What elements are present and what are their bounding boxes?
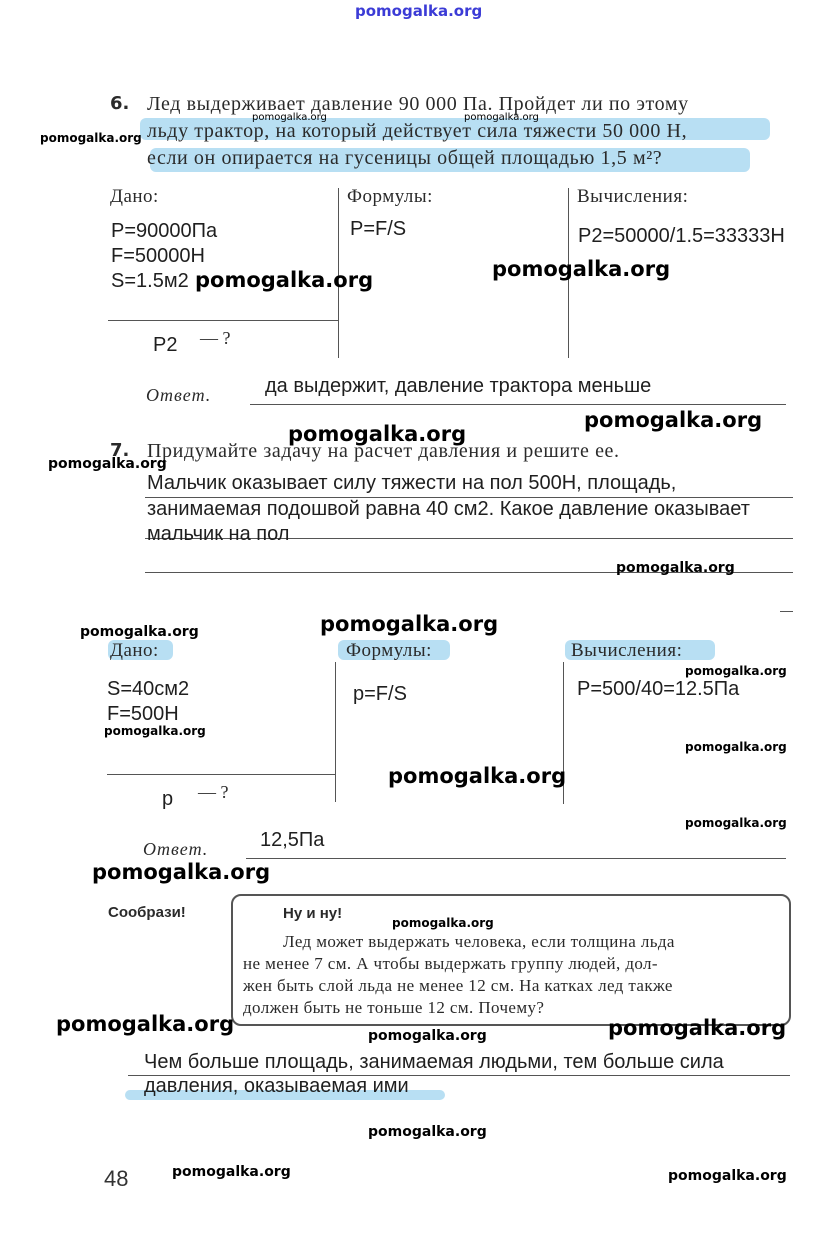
think-answer-line1: Чем больше площадь, занимаемая людьми, тем больше сила: [144, 1051, 724, 1073]
task6-text-line2: льду трактор, на который действует сила тяжести 50 000 Н,: [147, 120, 688, 142]
fact-box-line4: должен быть не тоньше 12 см. Почему?: [243, 998, 545, 1017]
task6-number: 6.: [110, 93, 130, 114]
fact-box-line3: жен быть слой льда не менее 12 см. На катках лед также: [243, 976, 673, 995]
page-number: 48: [104, 1166, 129, 1191]
task6-calculation: P2=50000/1.5=33333Н: [578, 225, 785, 247]
task6-given-s: S=1.5м2: [111, 270, 189, 292]
think-answer-line2: давления, оказываемая ими: [144, 1075, 409, 1097]
task7-prompt: Придумайте задачу на расчет давления и решите ее.: [147, 440, 620, 462]
task7-problem-line3: мальчик на пол: [147, 523, 290, 545]
task7-problem-line1: Мальчик оказывает силу тяжести на пол 500Н, площадь,: [147, 472, 677, 494]
watermark: pomogalka.org: [388, 764, 567, 788]
watermark: pomogalka.org: [464, 112, 539, 123]
task6-formula: P=F/S: [350, 218, 407, 240]
task7-unknown: p: [162, 788, 174, 810]
task7-formula: p=F/S: [353, 683, 407, 705]
watermark: pomogalka.org: [368, 1124, 487, 1140]
watermark: pomogalka.org: [608, 1016, 787, 1040]
watermark: pomogalka.org: [320, 612, 499, 636]
fact-box-line2: не менее 7 см. А чтобы выдержать группу людей, дол-: [243, 954, 658, 973]
watermark: pomogalka.org: [56, 1012, 235, 1036]
table-divider: [335, 662, 336, 802]
answer-line: [250, 404, 786, 405]
task7-answer-label: Ответ.: [143, 839, 209, 859]
given-divider: [108, 320, 338, 321]
watermark: pomogalka.org: [492, 257, 671, 281]
given-divider: [107, 774, 335, 775]
task7-formulas-header: Формулы:: [346, 640, 432, 661]
task7-calculation: P=500/40=12.5Па: [577, 678, 740, 700]
watermark: pomogalka.org: [685, 816, 787, 830]
watermark: pomogalka.org: [392, 916, 494, 930]
task7-calc-header: Вычисления:: [571, 640, 683, 661]
watermark: pomogalka.org: [48, 456, 167, 472]
task7-number: 7.: [110, 440, 130, 461]
writing-line-tail: [780, 611, 793, 612]
task6-text-line3: если он опирается на гусеницы общей площадью 1,5 м²?: [147, 147, 663, 169]
task7-given-s: S=40см2: [107, 678, 190, 700]
watermark: pomogalka.org: [668, 1168, 787, 1184]
fact-box-title: Ну и ну!: [283, 905, 343, 922]
task6-given-f: F=50000Н: [111, 245, 205, 267]
watermark: pomogalka.org: [616, 560, 735, 576]
task7-answer: 12,5Па: [260, 829, 325, 851]
fact-box-line1: Лед может выдержать человека, если толщина льда: [283, 932, 675, 951]
watermark: pomogalka.org: [288, 422, 467, 446]
top-watermark: pomogalka.org: [355, 2, 483, 20]
task6-text-line1: Лед выдерживает давление 90 000 Па. Пройдет ли по этому: [147, 93, 689, 115]
task6-unknown-mark: — ?: [200, 328, 231, 348]
task7-unknown-mark: — ?: [198, 782, 229, 802]
watermark: pomogalka.org: [195, 268, 374, 292]
watermark: pomogalka.org: [172, 1164, 291, 1180]
task6-given-header: Дано:: [110, 186, 159, 207]
watermark: pomogalka.org: [92, 860, 271, 884]
watermark: pomogalka.org: [40, 131, 142, 145]
task6-unknown: P2: [153, 334, 178, 356]
task6-answer: да выдержит, давление трактора меньше: [265, 375, 652, 397]
task7-given-f: F=500Н: [107, 703, 179, 725]
watermark: pomogalka.org: [685, 664, 787, 678]
task6-formulas-header: Формулы:: [347, 186, 433, 207]
answer-line: [246, 858, 786, 859]
task6-given-p: P=90000Па: [111, 220, 218, 242]
watermark: pomogalka.org: [80, 624, 199, 640]
task7-given-header: Дано:: [110, 640, 159, 661]
task6-calc-header: Вычисления:: [577, 186, 689, 207]
watermark: pomogalka.org: [368, 1028, 487, 1044]
watermark: pomogalka.org: [685, 740, 787, 754]
watermark: pomogalka.org: [104, 724, 206, 738]
task7-problem-line2: занимаемая подошвой равна 40 см2. Какое давление оказывает: [147, 498, 750, 520]
watermark: pomogalka.org: [584, 408, 763, 432]
watermark: pomogalka.org: [252, 112, 327, 123]
task6-answer-label: Ответ.: [146, 385, 212, 405]
think-label: Сообрази!: [108, 904, 186, 921]
